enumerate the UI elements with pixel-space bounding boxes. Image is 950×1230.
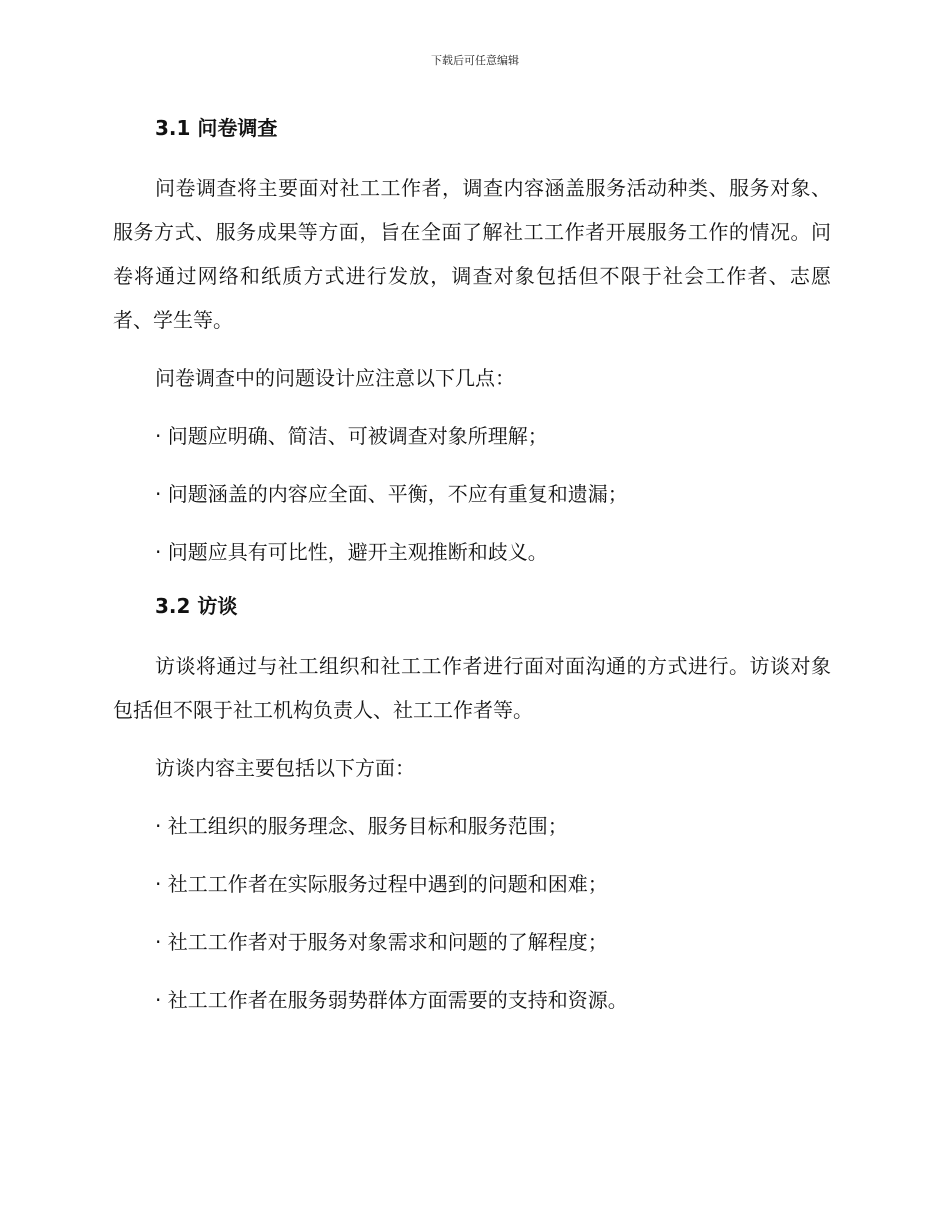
section-heading-questionnaire: 3.1 问卷调查: [155, 116, 278, 140]
questionnaire-bullet-item: · 问题应具有可比性，避开主观推断和歧义。: [155, 540, 548, 564]
interview-intro-paragraph: 访谈将通过与社工组织和社工工作者进行面对面沟通的方式进行。访谈对象包括但不限于社工机构负责人、社工工作者等。: [113, 654, 831, 722]
interview-content-paragraph: 访谈内容主要包括以下方面：: [155, 756, 415, 780]
questionnaire-intro-paragraph: 问卷调查将主要面对社工工作者，调查内容涵盖服务活动种类、服务对象、服务方式、服务成果等方面，旨在全面了解社工工作者开展服务工作的情况。问卷将通过网络和纸质方式进行发放，调查对象包括但不限于社会工作者、志愿者、学生等。: [113, 176, 831, 332]
page-header-text: 下载后可任意编辑: [431, 54, 519, 67]
interview-bullet-item: · 社工组织的服务理念、服务目标和服务范围；: [155, 814, 568, 838]
section-heading-interview: 3.2 访谈: [155, 594, 238, 618]
document-body: [113, 110, 831, 1036]
questionnaire-bullet-item: · 问题涵盖的内容应全面、平衡，不应有重复和遗漏；: [155, 482, 628, 506]
interview-bullet-item: · 社工工作者在服务弱势群体方面需要的支持和资源。: [155, 988, 628, 1012]
interview-bullet-item: · 社工工作者在实际服务过程中遇到的问题和困难；: [155, 872, 608, 896]
interview-bullet-item: · 社工工作者对于服务对象需求和问题的了解程度；: [155, 930, 608, 954]
questionnaire-bullet-item: · 问题应明确、简洁、可被调查对象所理解；: [155, 424, 548, 448]
questionnaire-design-paragraph: 问卷调查中的问题设计应注意以下几点：: [155, 366, 515, 390]
